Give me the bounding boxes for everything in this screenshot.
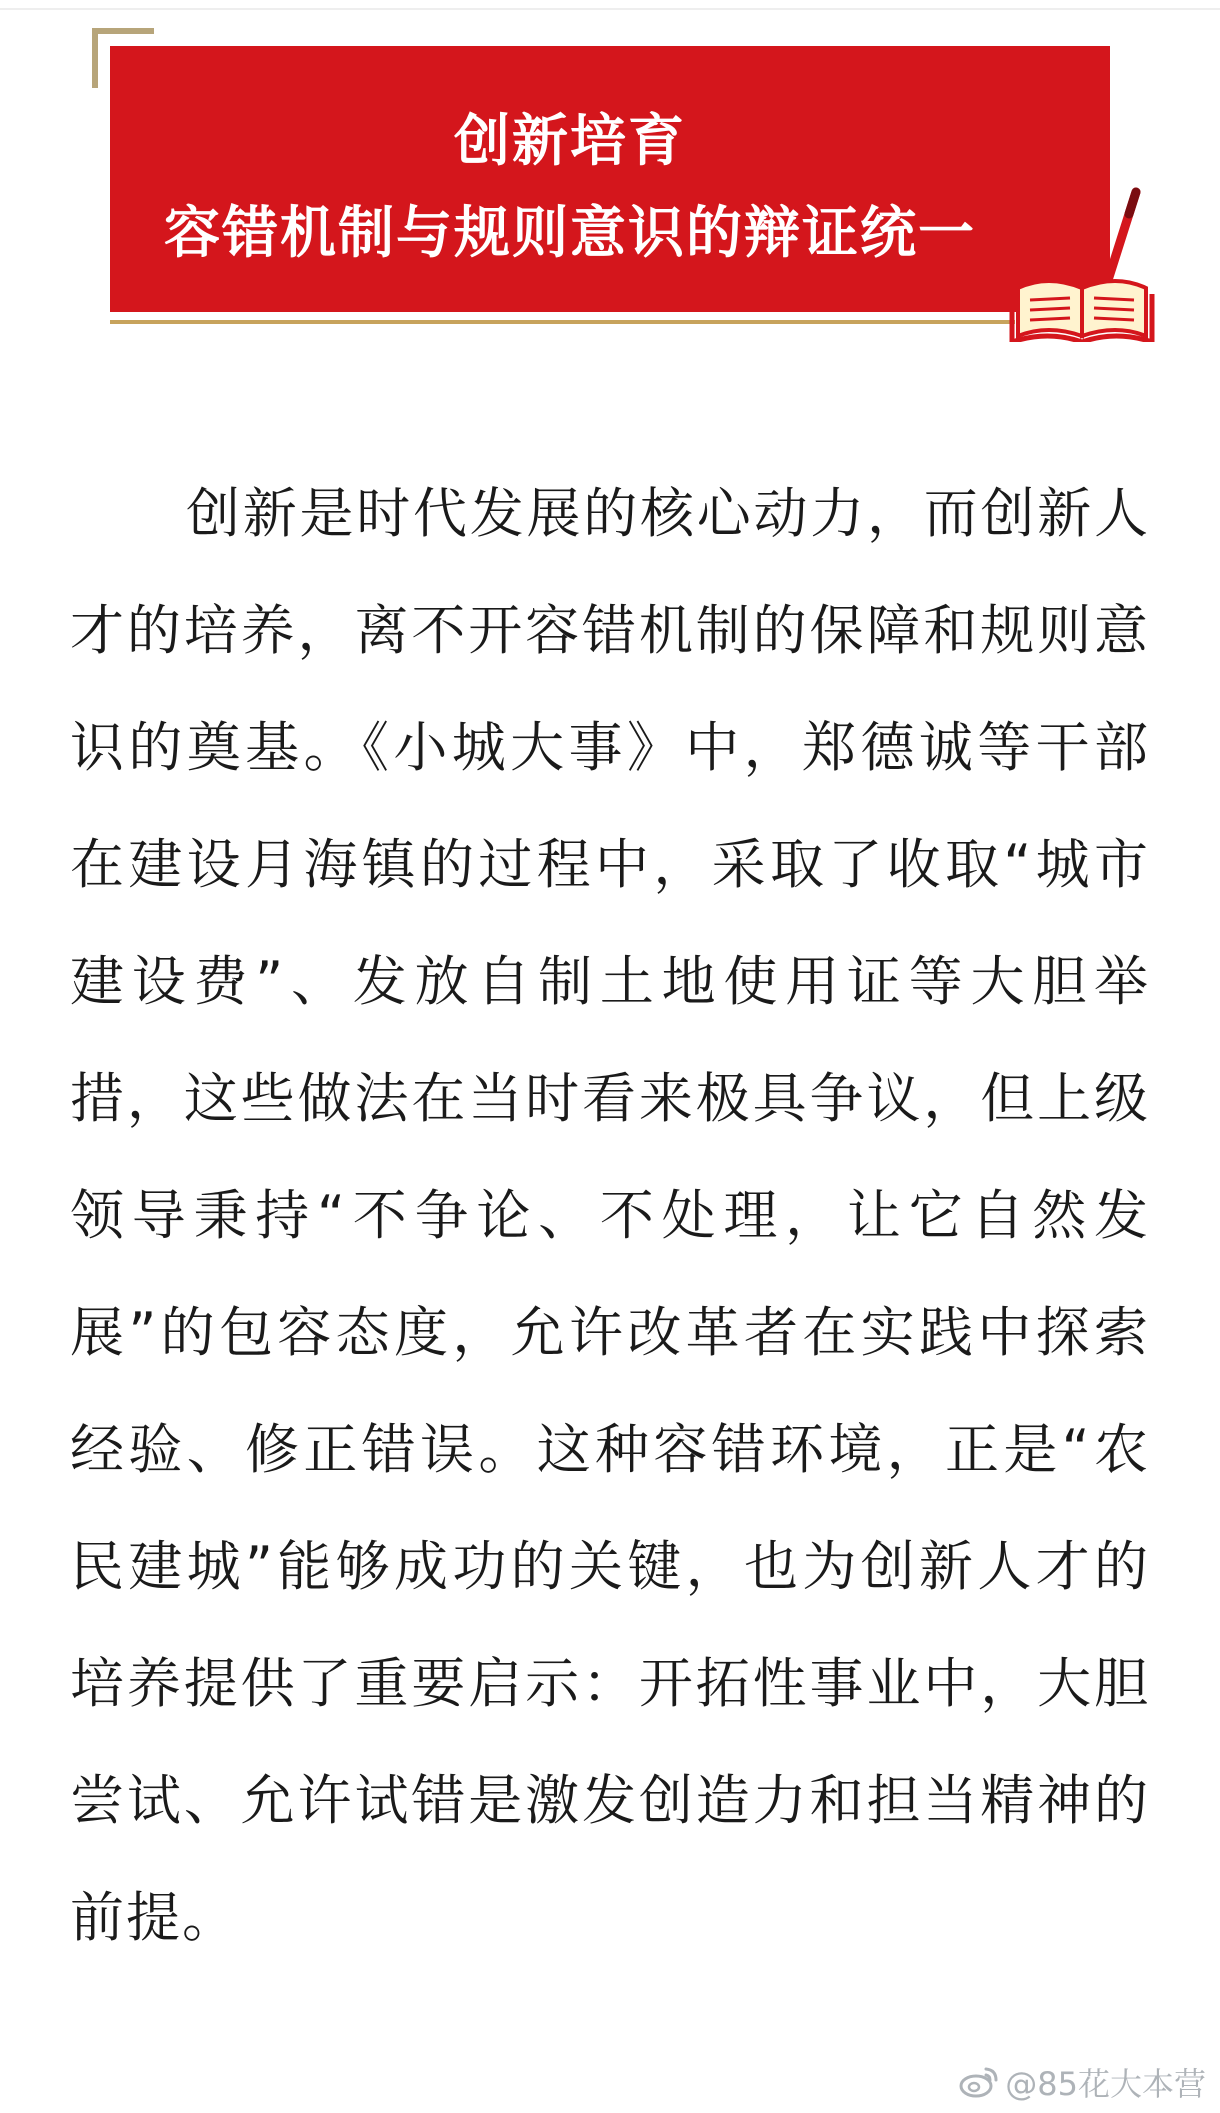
watermark-text: @85花大本营 bbox=[1005, 2065, 1206, 2103]
top-divider bbox=[0, 8, 1220, 10]
banner-underline bbox=[110, 320, 1015, 324]
weibo-icon bbox=[959, 2065, 999, 2099]
watermark bbox=[959, 2059, 1206, 2105]
title-line-2: 容错机制与规则意识的辩证统一 bbox=[164, 201, 976, 266]
open-book-icon bbox=[1012, 281, 1152, 342]
book-pen-icon bbox=[1008, 186, 1158, 342]
body-paragraph: 创新是时代发展的核心动力，而创新人才的培养，离不开容错机制的保障和规则意识的奠基。《小城大事》中，郑德诚等干部在建设月海镇的过程中，采取了收取“城市建设费”、发放自制土地使用证等大胆举措，这些做法在当时看来极具争议，但上级领导秉持“不争论、不处理，让它自然发展”的包容态度，允许改革者在实践中探索经验、修正错误。这种容错环境，正是“农民建城”能够成功的关键，也为创新人才的培养提供了重要启示：开拓性事业中，大胆尝试、允许试错是激发创造力和担当精神的前提。 bbox=[70, 482, 1150, 1949]
title-banner bbox=[110, 46, 1110, 312]
title-line-1: 创新培育 bbox=[454, 109, 686, 174]
